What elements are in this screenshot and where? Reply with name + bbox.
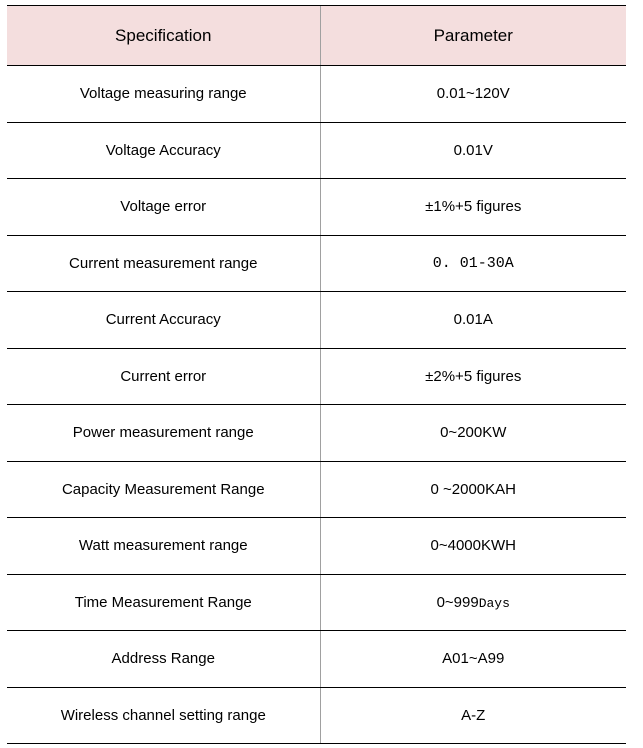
header-specification: Specification [7,6,320,66]
table-row [7,292,626,349]
spec-cell: Capacity Measurement Range [7,461,320,518]
param-cell: A-Z [320,687,626,744]
spec-cell: Voltage Accuracy [7,122,320,179]
header-row [7,6,626,66]
table-row [7,687,626,744]
table-row [7,348,626,405]
param-cell: A01~A99 [320,631,626,688]
spec-cell: Watt measurement range [7,518,320,575]
spec-cell: Address Range [7,631,320,688]
param-cell: 0. 01-30A [320,235,626,292]
spec-cell: Current measurement range [7,235,320,292]
param-cell: ±2%+5 figures [320,348,626,405]
table-row [7,66,626,123]
specification-table [7,5,626,744]
spec-cell: Current Accuracy [7,292,320,349]
spec-cell: Voltage measuring range [7,66,320,123]
header-parameter: Parameter [320,6,626,66]
param-unit: Days [478,595,510,611]
table-header [7,6,626,66]
param-cell: 0 ~2000KAH [320,461,626,518]
spec-cell: Voltage error [7,179,320,236]
table-row [7,235,626,292]
table-row [7,405,626,462]
param-cell: ±1%+5 figures [320,179,626,236]
table-row [7,574,626,631]
table-row [7,518,626,575]
param-cell: 0.01V [320,122,626,179]
table-row [7,122,626,179]
table-row [7,461,626,518]
param-value: 0~999 [436,593,479,611]
param-cell: 0~4000KWH [320,518,626,575]
table-row [7,179,626,236]
spec-cell: Current error [7,348,320,405]
spec-cell: Power measurement range [7,405,320,462]
param-cell: 0.01~120V [320,66,626,123]
table-row [7,631,626,688]
spec-cell: Wireless channel setting range [7,687,320,744]
spec-cell: Time Measurement Range [7,574,320,631]
param-cell [320,574,626,631]
param-cell: 0~200KW [320,405,626,462]
table-body [7,66,626,744]
param-cell: 0.01A [320,292,626,349]
